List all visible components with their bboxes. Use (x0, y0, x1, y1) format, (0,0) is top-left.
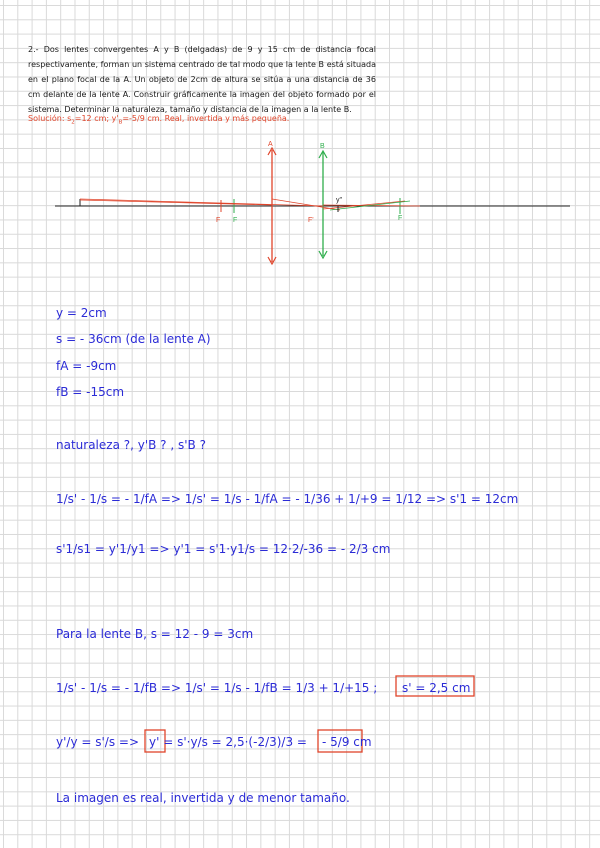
note-s: s = - 36cm (de la lente A) (56, 332, 211, 346)
optics-diagram (55, 141, 570, 264)
equation-5-result: - 5/9 cm (322, 735, 372, 749)
conclusion: La imagen es real, invertida y de menor tamaño. (56, 791, 350, 805)
focal-a1-label: F (216, 217, 221, 224)
equation-1: 1/s' - 1/s = - 1/fA => 1/s' = 1/s - 1/fA = - 1/36 + 1/+9 = 1/12 => s'1 = 12cm (56, 492, 519, 506)
note-y: y = 2cm (56, 306, 107, 320)
equation-3: Para la lente B, s = 12 - 9 = 3cm (56, 627, 254, 641)
equation-5: y'/y = s'/s => (56, 735, 139, 749)
focal-b2-label: F (398, 215, 403, 222)
equation-2: s'1/s1 = y'1/y1 => y'1 = s'1·y1/s = 12·2/-36 = - 2/3 cm (56, 542, 391, 556)
lens-b-label: B (320, 143, 325, 150)
focal-b1-label: F (233, 217, 238, 224)
equation-4: 1/s' - 1/s = - 1/fB => 1/s' = 1/s - 1/fB = 1/3 + 1/+15 ; (56, 681, 378, 695)
focal-a2-label: F' (308, 217, 314, 224)
problem-statement: 2.- Dos lentes convergentes A y B (delgadas) de 9 y 15 cm de distancia focal respectivamente, forman un sistema centrado de tal modo que la lente B está situada en el plano focal de la A. Un objeto de 2cm de altura se sitúa a una distancia de 36 cm delante de la lente A. Construir gráficamente la imagen del objeto formado por el sistema. Determinar la naturaleza, tamaño y distancia de la imagen a la lente B. (28, 45, 376, 114)
note-fb: fB = -15cm (56, 385, 125, 399)
note-unknowns: naturaleza ?, y'B ? , s'B ? (56, 438, 206, 452)
equation-4-result: s' = 2,5 cm (402, 681, 471, 695)
equation-5-mid: y' = s'·y/s = 2,5·(-2/3)/3 = (149, 735, 307, 749)
handwritten-notes (56, 306, 518, 805)
solution-line: Solución: $s_2=12$ cm; $y'_B=-5/9$ cm. Real, invertida y más pequeña. (28, 114, 290, 126)
lens-a-label: A (268, 141, 273, 148)
image-label: y'' (336, 197, 343, 204)
note-fa: fA = -9cm (56, 359, 117, 373)
